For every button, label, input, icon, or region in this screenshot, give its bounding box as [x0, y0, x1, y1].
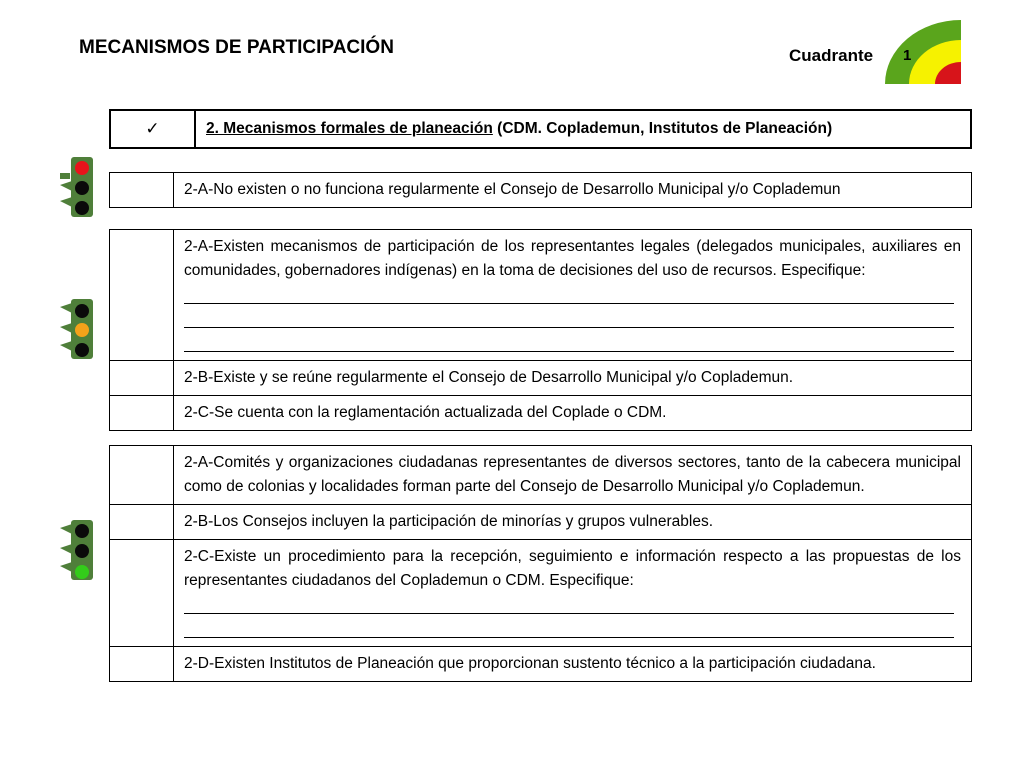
criterion-text: 2-C-Existe un procedimiento para la recepción, seguimiento e información respecto a las propuestas de los representantes ciudadanos del Coplademun o CDM. Especifique: [184, 548, 961, 589]
table-row [110, 230, 972, 361]
section-header [109, 109, 972, 149]
checkbox-cell[interactable] [110, 647, 174, 682]
checkbox-cell[interactable] [110, 540, 174, 647]
table-row [110, 361, 972, 396]
checkbox-cell[interactable] [110, 361, 174, 396]
checkbox-cell[interactable] [110, 173, 174, 208]
table-row [110, 446, 972, 505]
section-title [195, 110, 971, 148]
checkbox-cell[interactable] [110, 505, 174, 540]
table-row [110, 173, 972, 208]
specify-line[interactable] [184, 283, 954, 304]
check-cell[interactable] [110, 110, 195, 148]
section-title-main: 2. Mecanismos formales de planeación [206, 120, 493, 137]
table-row [110, 540, 972, 647]
specify-line[interactable] [184, 593, 954, 614]
criterion-text: 2-A-Existen mecanismos de participación de los representantes legales (delegados municipales, auxiliares en comunidades, gobernadores indígenas) en la toma de decisiones del uso de recursos. Especifique: [184, 238, 961, 279]
criterion-text: 2-A-Comités y organizaciones ciudadanas representantes de diversos sectores, tanto de la cabecera municipal como de colonias y localidades forman parte del Consejo de Desarrollo Municipal y/o Coplademun. [174, 446, 972, 505]
page-title: MECANISMOS DE PARTICIPACIÓN [79, 37, 394, 58]
traffic-light-green-icon [60, 518, 100, 582]
check-icon: ✓ [145, 119, 160, 138]
criterion-text: 2-D-Existen Institutos de Planeación que proporcionan sustento técnico a la participación ciudadana. [174, 647, 972, 682]
specify-line[interactable] [184, 617, 954, 638]
table-row [110, 505, 972, 540]
quadrant-label: Cuadrante [789, 46, 874, 65]
quadrant-icon [885, 20, 961, 84]
checkbox-cell[interactable] [110, 446, 174, 505]
green-criteria-table [109, 445, 972, 682]
criterion-text: 2-B-Los Consejos incluyen la participación de minorías y grupos vulnerables. [174, 505, 972, 540]
traffic-light-red-icon [60, 155, 100, 219]
criterion-text: 2-A-No existen o no funciona regularmente el Consejo de Desarrollo Municipal y/o Coplademun [174, 173, 972, 208]
table-row [110, 396, 972, 431]
specify-line[interactable] [184, 331, 954, 352]
yellow-criteria-table [109, 229, 972, 431]
criterion-text: 2-B-Existe y se reúne regularmente el Consejo de Desarrollo Municipal y/o Coplademun. [174, 361, 972, 396]
specify-line[interactable] [184, 307, 954, 328]
section-title-rest: (CDM. Coplademun, Institutos de Planeación) [492, 120, 833, 137]
checkbox-cell[interactable] [110, 230, 174, 361]
quadrant-number: 1 [903, 47, 912, 64]
criterion-cell [174, 230, 972, 361]
traffic-light-yellow-icon [60, 297, 100, 361]
table-row [110, 647, 972, 682]
criterion-text: 2-C-Se cuenta con la reglamentación actualizada del Coplade o CDM. [174, 396, 972, 431]
checkbox-cell[interactable] [110, 396, 174, 431]
red-criteria-table [109, 172, 972, 208]
criterion-cell [174, 540, 972, 647]
